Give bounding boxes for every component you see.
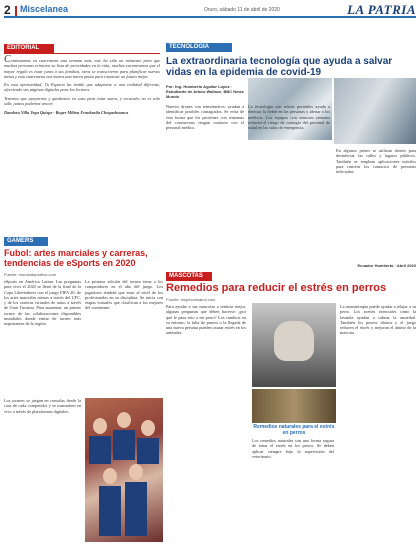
header-divider xyxy=(15,6,17,16)
gamers-tag: GAMERS xyxy=(4,237,48,246)
technology-tag: TECNOLOGÍA xyxy=(166,43,232,52)
gamers-column-3: Los torneos se juegan en consolas desde la casa de cada competidor y se transmiten en vivo a través de plataformas digitales. xyxy=(4,398,81,414)
pets-column-2: Los remedios naturales son una forma segura de tratar el estrés en los perros. Se deben aplicar siempre bajo la supervisión del veterinario. xyxy=(252,438,334,459)
shirt-shape xyxy=(125,482,147,536)
face-shape xyxy=(117,412,131,428)
face-shape xyxy=(141,420,155,436)
editorial-box xyxy=(4,53,160,233)
editorial-paragraph: Tenemos que apoyarnos y quedarnos en casa para estar sanos, y recuerda, no es solo salir, juntos podemos vencer. xyxy=(4,95,160,107)
pets-headline: Remedios para reducir el estrés en perros xyxy=(166,282,387,294)
shirt-shape xyxy=(113,430,135,460)
pets-column-1: Para ayudar a sus mascotas a sentirse mejor, algunas preguntas que deben hacerse: ¿por qué le pasa esto a mi perro? Los cambios en su entorno, la falta de paseos o la llegada de una nueva persona pueden causar estrés en los animales. xyxy=(166,304,246,336)
dateline: Oruro, sábado 11 de abril de 2020 xyxy=(204,7,280,13)
gamers-team-photo xyxy=(85,398,163,542)
technology-headline: La extraordinaria tecnología que ayuda a salvar vidas en la epidemia de covid-19 xyxy=(166,56,393,78)
technology-column-2: La tecnología con robots portátiles ayuda a detectar la fiebre en las personas y alertar a los médicos. Los equipos con sensores remotos reducen el riesgo de contagio del personal de salud en las salas de emergencia. xyxy=(248,104,330,131)
editorial-paragraph: Continuamos en cuarentena una semana más, este ha sido un momento para que muchas personas reinicien su lista de prioridades en la vida, muchos encontramos que el mayor regalo es estar junto a sus familias, otros se transcrieron para planificar nuevas metas y esta cuarentena nos marca una nueva pauta para construir un futuro mejor. xyxy=(4,54,160,79)
pets-photo-dog xyxy=(252,303,336,387)
pets-photo-dogs xyxy=(252,389,336,423)
editorial-paragraph: En esta oportunidad, Tu Espacio ha tenido que adaptarse a una realidad diferente, ofreciendo sus páginas digitales para los lectores. xyxy=(4,82,160,93)
pets-subheading: Remedios naturales para el estrés en perros xyxy=(253,424,335,436)
face-shape xyxy=(103,468,117,484)
newspaper-brand: LA PATRIA xyxy=(347,2,416,17)
gamers-column-1: eSports en América Latina. Las preguntas para vivir el 2020 se llenó de la final de la Copa Libertadores con el juego FIFA 20; de los artes marciales mixtas a través del UFC, y de los carreras virtuales de autos a través de Gran Turismo. Para aumentar, un primer torneo de las colaboraciones disponibles mundiales donde entrar de torneo más importantes de la región. xyxy=(4,279,81,327)
pets-column-3: La aromaterapia puede ayudar a relajar a su perro. Los aceites esenciales como la lavanda ayudan a calmar la ansiedad. También los paseos diarios y el juego reducen el estrés y mejoran el ánimo de la mascota. xyxy=(340,304,416,336)
editorial-tag: EDITORIAL xyxy=(4,44,54,53)
shirt-shape xyxy=(99,486,121,536)
technology-column-3: En algunos países se utilizan drones para desinfectar las calles y lugares públicos. También se emplean aplicaciones móviles para rastrear los contactos de personas infectadas. xyxy=(336,148,416,175)
shirt-shape xyxy=(137,438,159,464)
page-header xyxy=(4,3,416,18)
gamers-headline: Fubol: artes marciales y carreras, tendencias de eSports en 2020 xyxy=(4,248,148,268)
section-name: Miscelanea xyxy=(20,4,69,14)
technology-byline: Por: Ing. Humberto Aguilar López · Estudiante de Arturo Wallace, BBC News Mundo xyxy=(166,84,244,99)
pets-credit: Fuente: mejorconsalud.com xyxy=(166,297,216,302)
editorial-signature: Dandora Villa Vega Quispe · Roger Milton Frankraila Choquehuanca xyxy=(4,110,129,116)
pets-tag: MASCOTAS xyxy=(166,272,212,281)
technology-column-1: Nuevos drones con termómetros: ayudan a identificar posibles contagiados. Se evita de esta forma que los pacientes con síntomas del coronavirus tengan contacto con el personal médico. xyxy=(166,104,244,131)
face-shape xyxy=(129,464,143,480)
shirt-shape xyxy=(89,436,111,464)
gamers-column-2: La primera edición del torneo tiene a los competidores en el año del juego. Los jugadores tendrán que estar al nivel de los profesionales en su disciplina. Se inicia con etapas virtuales que clasifican a los mejores del continente. xyxy=(85,279,163,311)
dog-shape xyxy=(274,321,314,361)
face-shape xyxy=(93,418,107,434)
technology-photo-device xyxy=(334,78,416,144)
technology-caption: Ecuador Humberto · Abril 2020 xyxy=(357,263,416,268)
page-number: 2 xyxy=(4,3,11,17)
gamers-credit: Fuente: mundodeportivo.com xyxy=(4,272,57,277)
